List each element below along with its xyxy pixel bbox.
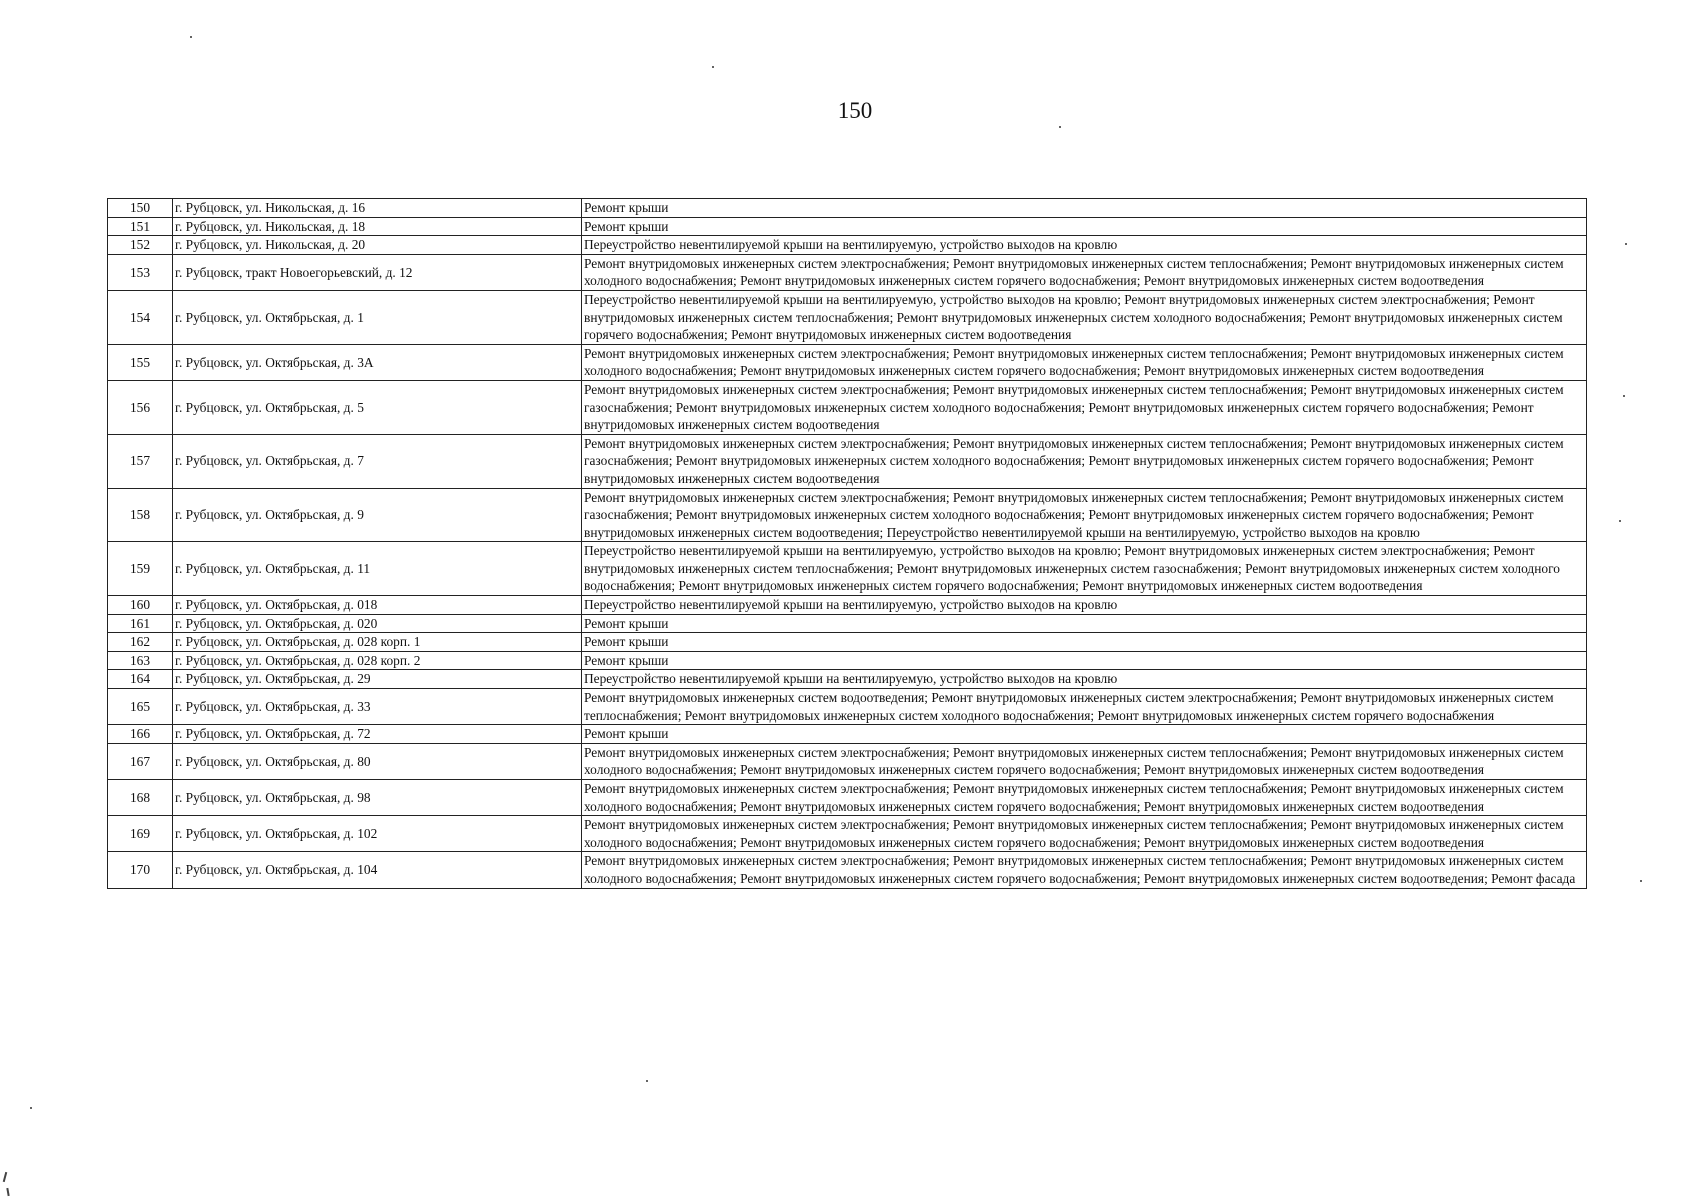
scan-speck xyxy=(1619,520,1621,522)
row-works: Ремонт внутридомовых инженерных систем водоотведения; Ремонт внутридомовых инженерных систем электроснабжения; Ремонт внутридомовых инженерных систем теплоснабжения; Ремонт внутридомовых инженерных систем холодного водоснабжения; Ремонт внутридомовых инженерных систем горячего водоснабжения xyxy=(582,689,1587,725)
table-row xyxy=(108,596,1587,615)
table-row xyxy=(108,236,1587,255)
row-works: Ремонт внутридомовых инженерных систем электроснабжения; Ремонт внутридомовых инженерных систем теплоснабжения; Ремонт внутридомовых инженерных систем холодного водоснабжения; Ремонт внутридомовых инженерных систем горячего водоснабжения; Ремонт внутридомовых инженерных систем водоотведения xyxy=(582,344,1587,380)
row-address: г. Рубцовск, ул. Октябрьская, д. 102 xyxy=(173,816,582,852)
row-works: Ремонт крыши xyxy=(582,199,1587,218)
row-number: 169 xyxy=(108,816,173,852)
row-number: 165 xyxy=(108,689,173,725)
row-works: Ремонт внутридомовых инженерных систем электроснабжения; Ремонт внутридомовых инженерных систем теплоснабжения; Ремонт внутридомовых инженерных систем холодного водоснабжения; Ремонт внутридомовых инженерных систем горячего водоснабжения; Ремонт внутридомовых инженерных систем водоотведения xyxy=(582,780,1587,816)
row-works: Ремонт крыши xyxy=(582,633,1587,652)
table-row xyxy=(108,380,1587,434)
row-address: г. Рубцовск, ул. Октябрьская, д. 5 xyxy=(173,380,582,434)
row-number: 163 xyxy=(108,651,173,670)
row-number: 158 xyxy=(108,488,173,542)
table-row xyxy=(108,488,1587,542)
row-number: 160 xyxy=(108,596,173,615)
table-row xyxy=(108,816,1587,852)
scan-speck xyxy=(30,1107,32,1109)
table-row xyxy=(108,725,1587,744)
row-address: г. Рубцовск, ул. Октябрьская, д. 80 xyxy=(173,743,582,779)
row-address: г. Рубцовск, ул. Октябрьская, д. 018 xyxy=(173,596,582,615)
row-address: г. Рубцовск, ул. Октябрьская, д. 72 xyxy=(173,725,582,744)
scan-speck xyxy=(712,66,714,68)
margin-mark xyxy=(6,1188,9,1196)
table-row xyxy=(108,670,1587,689)
scan-speck xyxy=(1640,880,1642,882)
row-number: 168 xyxy=(108,780,173,816)
row-address: г. Рубцовск, ул. Октябрьская, д. 33 xyxy=(173,689,582,725)
row-works: Ремонт крыши xyxy=(582,725,1587,744)
row-number: 155 xyxy=(108,344,173,380)
row-works: Ремонт внутридомовых инженерных систем электроснабжения; Ремонт внутридомовых инженерных систем теплоснабжения; Ремонт внутридомовых инженерных систем газоснабжения; Ремонт внутридомовых инженерных систем холодного водоснабжения; Ремонт внутридомовых инженерных систем горячего водоснабжения; Ремонт внутридомовых инженерных систем водоотведения xyxy=(582,434,1587,488)
row-number: 154 xyxy=(108,290,173,344)
scan-speck xyxy=(1059,126,1061,128)
table-row xyxy=(108,852,1587,888)
row-number: 153 xyxy=(108,254,173,290)
table-row xyxy=(108,290,1587,344)
table-row xyxy=(108,743,1587,779)
row-address: г. Рубцовск, ул. Октябрьская, д. 020 xyxy=(173,614,582,633)
row-works: Переустройство невентилируемой крыши на вентилируемую, устройство выходов на кровлю xyxy=(582,236,1587,255)
row-number: 151 xyxy=(108,217,173,236)
row-address: г. Рубцовск, ул. Октябрьская, д. 11 xyxy=(173,542,582,596)
row-works: Ремонт внутридомовых инженерных систем электроснабжения; Ремонт внутридомовых инженерных систем теплоснабжения; Ремонт внутридомовых инженерных систем газоснабжения; Ремонт внутридомовых инженерных систем холодного водоснабжения; Ремонт внутридомовых инженерных систем горячего водоснабжения; Ремонт внутридомовых инженерных систем водоотведения xyxy=(582,380,1587,434)
row-number: 156 xyxy=(108,380,173,434)
page-number: 150 xyxy=(837,98,873,123)
row-works: Переустройство невентилируемой крыши на вентилируемую, устройство выходов на кровлю xyxy=(582,596,1587,615)
row-number: 167 xyxy=(108,743,173,779)
row-works: Переустройство невентилируемой крыши на вентилируемую, устройство выходов на кровлю; Ремонт внутридомовых инженерных систем электроснабжения; Ремонт внутридомовых инженерных систем теплоснабжения; Ремонт внутридомовых инженерных систем газоснабжения; Ремонт внутридомовых инженерных систем холодного водоснабжения; Ремонт внутридомовых инженерных систем горячего водоснабжения; Ремонт внутридомовых инженерных систем водоотведения xyxy=(582,542,1587,596)
row-works: Ремонт внутридомовых инженерных систем электроснабжения; Ремонт внутридомовых инженерных систем теплоснабжения; Ремонт внутридомовых инженерных систем газоснабжения; Ремонт внутридомовых инженерных систем холодного водоснабжения; Ремонт внутридомовых инженерных систем горячего водоснабжения; Ремонт внутридомовых инженерных систем водоотведения; Переустройство невентилируемой крыши на вентилируемую, устройство выходов на кровлю xyxy=(582,488,1587,542)
row-address: г. Рубцовск, ул. Октябрьская, д. 7 xyxy=(173,434,582,488)
row-works: Ремонт крыши xyxy=(582,217,1587,236)
row-address: г. Рубцовск, ул. Октябрьская, д. 1 xyxy=(173,290,582,344)
row-works: Ремонт внутридомовых инженерных систем электроснабжения; Ремонт внутридомовых инженерных систем теплоснабжения; Ремонт внутридомовых инженерных систем холодного водоснабжения; Ремонт внутридомовых инженерных систем горячего водоснабжения; Ремонт внутридомовых инженерных систем водоотведения xyxy=(582,816,1587,852)
table-row xyxy=(108,689,1587,725)
row-works: Ремонт крыши xyxy=(582,614,1587,633)
margin-mark xyxy=(3,1172,8,1182)
row-works: Ремонт внутридомовых инженерных систем электроснабжения; Ремонт внутридомовых инженерных систем теплоснабжения; Ремонт внутридомовых инженерных систем холодного водоснабжения; Ремонт внутридомовых инженерных систем горячего водоснабжения; Ремонт внутридомовых инженерных систем водоотведения xyxy=(582,743,1587,779)
row-address: г. Рубцовск, ул. Никольская, д. 20 xyxy=(173,236,582,255)
table-row xyxy=(108,614,1587,633)
row-works: Ремонт крыши xyxy=(582,651,1587,670)
table-row xyxy=(108,254,1587,290)
row-number: 170 xyxy=(108,852,173,888)
table-row xyxy=(108,344,1587,380)
table-row xyxy=(108,780,1587,816)
row-address: г. Рубцовск, ул. Никольская, д. 18 xyxy=(173,217,582,236)
row-number: 161 xyxy=(108,614,173,633)
row-number: 159 xyxy=(108,542,173,596)
row-number: 162 xyxy=(108,633,173,652)
row-works: Переустройство невентилируемой крыши на вентилируемую, устройство выходов на кровлю xyxy=(582,670,1587,689)
scan-speck xyxy=(646,1080,648,1082)
works-register-table xyxy=(107,198,1587,889)
row-number: 157 xyxy=(108,434,173,488)
row-address: г. Рубцовск, ул. Октябрьская, д. 3А xyxy=(173,344,582,380)
row-address: г. Рубцовск, ул. Октябрьская, д. 028 корп. 2 xyxy=(173,651,582,670)
row-number: 164 xyxy=(108,670,173,689)
table-row xyxy=(108,434,1587,488)
row-works: Ремонт внутридомовых инженерных систем электроснабжения; Ремонт внутридомовых инженерных систем теплоснабжения; Ремонт внутридомовых инженерных систем холодного водоснабжения; Ремонт внутридомовых инженерных систем горячего водоснабжения; Ремонт внутридомовых инженерных систем водоотведения xyxy=(582,254,1587,290)
scan-speck xyxy=(1623,395,1625,397)
row-address: г. Рубцовск, ул. Октябрьская, д. 29 xyxy=(173,670,582,689)
row-address: г. Рубцовск, ул. Октябрьская, д. 9 xyxy=(173,488,582,542)
row-works: Переустройство невентилируемой крыши на вентилируемую, устройство выходов на кровлю; Ремонт внутридомовых инженерных систем электроснабжения; Ремонт внутридомовых инженерных систем теплоснабжения; Ремонт внутридомовых инженерных систем холодного водоснабжения; Ремонт внутридомовых инженерных систем горячего водоснабжения; Ремонт внутридомовых инженерных систем водоотведения xyxy=(582,290,1587,344)
table-row xyxy=(108,217,1587,236)
table-row xyxy=(108,542,1587,596)
table-row xyxy=(108,199,1587,218)
row-address: г. Рубцовск, ул. Октябрьская, д. 104 xyxy=(173,852,582,888)
table-body xyxy=(108,199,1587,889)
row-number: 166 xyxy=(108,725,173,744)
scan-speck xyxy=(190,36,192,38)
row-number: 150 xyxy=(108,199,173,218)
scan-speck xyxy=(1625,243,1627,245)
row-number: 152 xyxy=(108,236,173,255)
row-works: Ремонт внутридомовых инженерных систем электроснабжения; Ремонт внутридомовых инженерных систем теплоснабжения; Ремонт внутридомовых инженерных систем холодного водоснабжения; Ремонт внутридомовых инженерных систем горячего водоснабжения; Ремонт внутридомовых инженерных систем водоотведения; Ремонт фасада xyxy=(582,852,1587,888)
table-row xyxy=(108,651,1587,670)
row-address: г. Рубцовск, ул. Никольская, д. 16 xyxy=(173,199,582,218)
row-address: г. Рубцовск, ул. Октябрьская, д. 98 xyxy=(173,780,582,816)
row-address: г. Рубцовск, ул. Октябрьская, д. 028 корп. 1 xyxy=(173,633,582,652)
table-row xyxy=(108,633,1587,652)
row-address: г. Рубцовск, тракт Новоегорьевский, д. 12 xyxy=(173,254,582,290)
